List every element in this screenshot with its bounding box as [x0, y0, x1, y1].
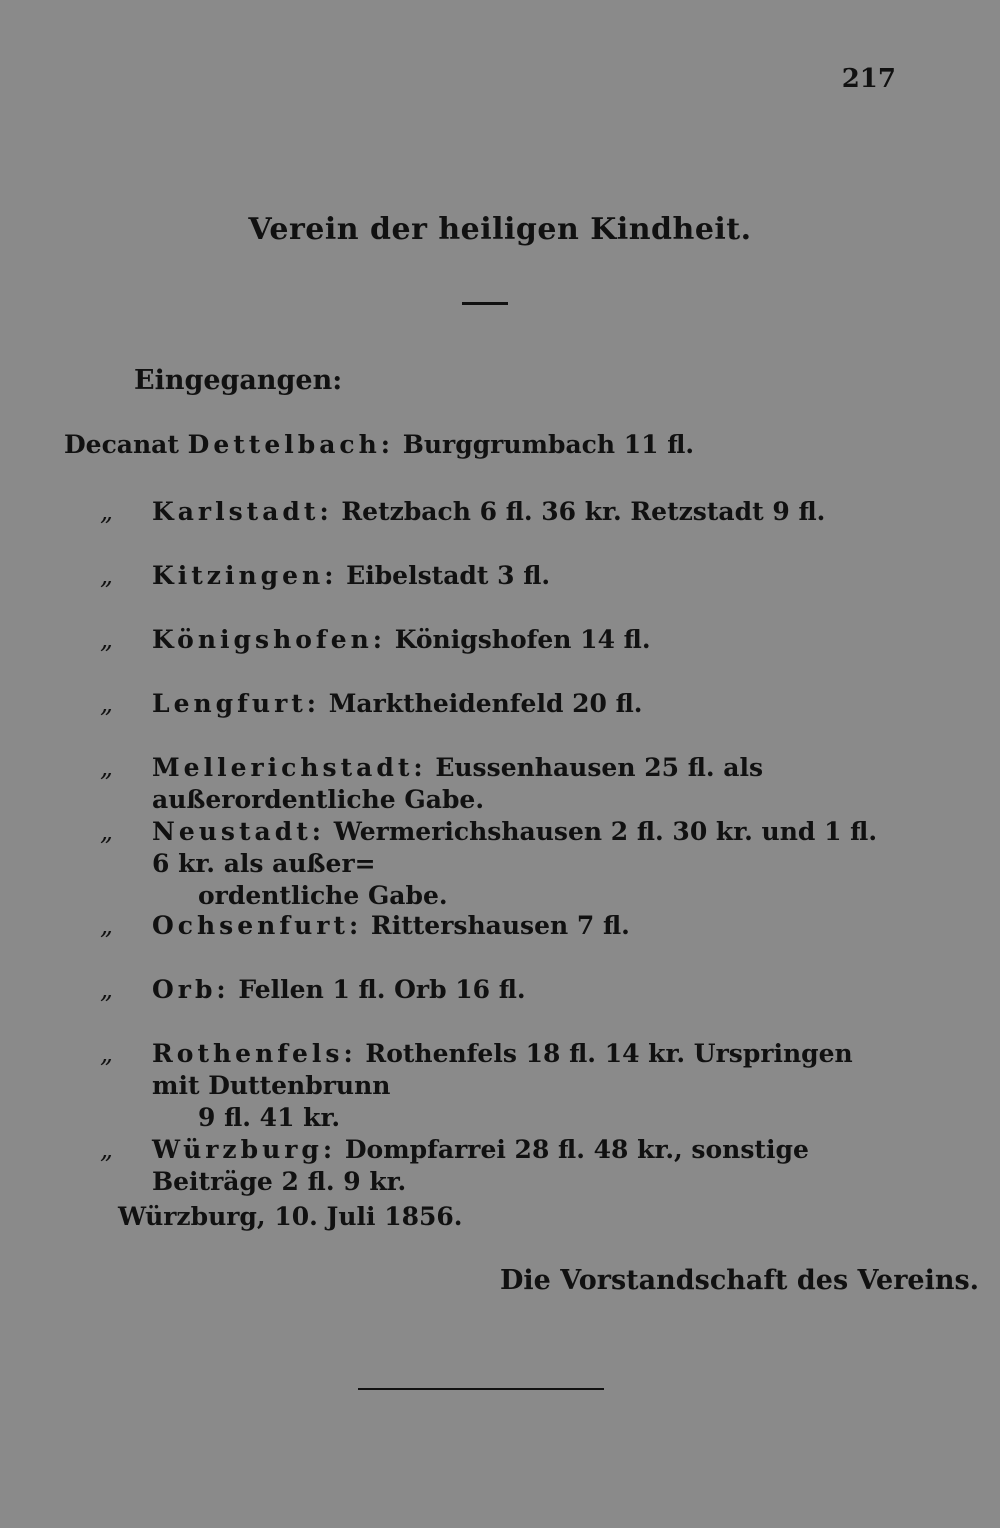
entry-place: Neustadt:	[152, 817, 326, 846]
entry-place: Kitzingen:	[152, 561, 338, 590]
entry-place: Karlstadt:	[152, 497, 333, 526]
ditto-mark: „	[100, 689, 113, 718]
section-heading: Eingegangen:	[134, 365, 343, 396]
ditto-mark: „	[100, 1039, 113, 1068]
closing-rule	[358, 1388, 604, 1390]
entry-continuation: ordentliche Gabe.	[198, 881, 448, 910]
entry-text: Königshofen 14 fl.	[386, 625, 651, 654]
entry-text: Wermerichshausen 2 fl. 30 kr. und 1 fl. 6 kr. als außer=	[152, 817, 878, 878]
entry-text: Rothenfels 18 fl. 14 kr. Urspringen mit Duttenbrunn	[152, 1039, 853, 1100]
decanat-text: Burggrumbach 11 fl.	[394, 430, 695, 459]
entry-text: Retzbach 6 fl. 36 kr. Retzstadt 9 fl.	[332, 497, 826, 526]
ditto-mark: „	[100, 753, 113, 782]
ditto-mark: „	[100, 497, 113, 526]
entry-text: Dompfarrei 28 fl. 48 kr., sonstige Beiträge 2 fl. 9 kr.	[152, 1135, 809, 1196]
entry-text: Eibelstadt 3 fl.	[337, 561, 551, 590]
decanat-prefix: Decanat	[64, 430, 188, 459]
entry-place: Lengfurt:	[152, 689, 321, 718]
entry-text: Eussenhausen 25 fl. als außerordentliche Gabe.	[152, 753, 764, 814]
dateline: Würzburg, 10. Juli 1856.	[118, 1202, 463, 1231]
page-number: 217	[841, 64, 896, 94]
decanat-place: Dettelbach:	[187, 430, 395, 459]
ditto-mark: „	[100, 1135, 113, 1164]
entry-place: Orb:	[152, 975, 230, 1004]
ditto-mark: „	[100, 561, 113, 590]
entry-place: Mellerichstadt:	[152, 753, 427, 782]
ditto-mark: „	[100, 817, 113, 846]
entry-place: Königshofen:	[152, 625, 386, 654]
entry-place: Rothenfels:	[152, 1039, 357, 1068]
entry-place: Würzburg:	[152, 1135, 337, 1164]
entry-place: Ochsenfurt:	[152, 911, 363, 940]
ditto-mark: „	[100, 625, 113, 654]
ditto-mark: „	[100, 911, 113, 940]
entry-text: Fellen 1 fl. Orb 16 fl.	[229, 975, 526, 1004]
page-title: Verein der heiligen Kindheit.	[248, 212, 752, 247]
ditto-mark: „	[100, 975, 113, 1004]
entry-text: Marktheidenfeld 20 fl.	[320, 689, 643, 718]
signature: Die Vorstandschaft des Vereins.	[500, 1265, 980, 1296]
entry-text: Rittershausen 7 fl.	[362, 911, 630, 940]
entry-continuation: 9 fl. 41 kr.	[198, 1103, 341, 1132]
